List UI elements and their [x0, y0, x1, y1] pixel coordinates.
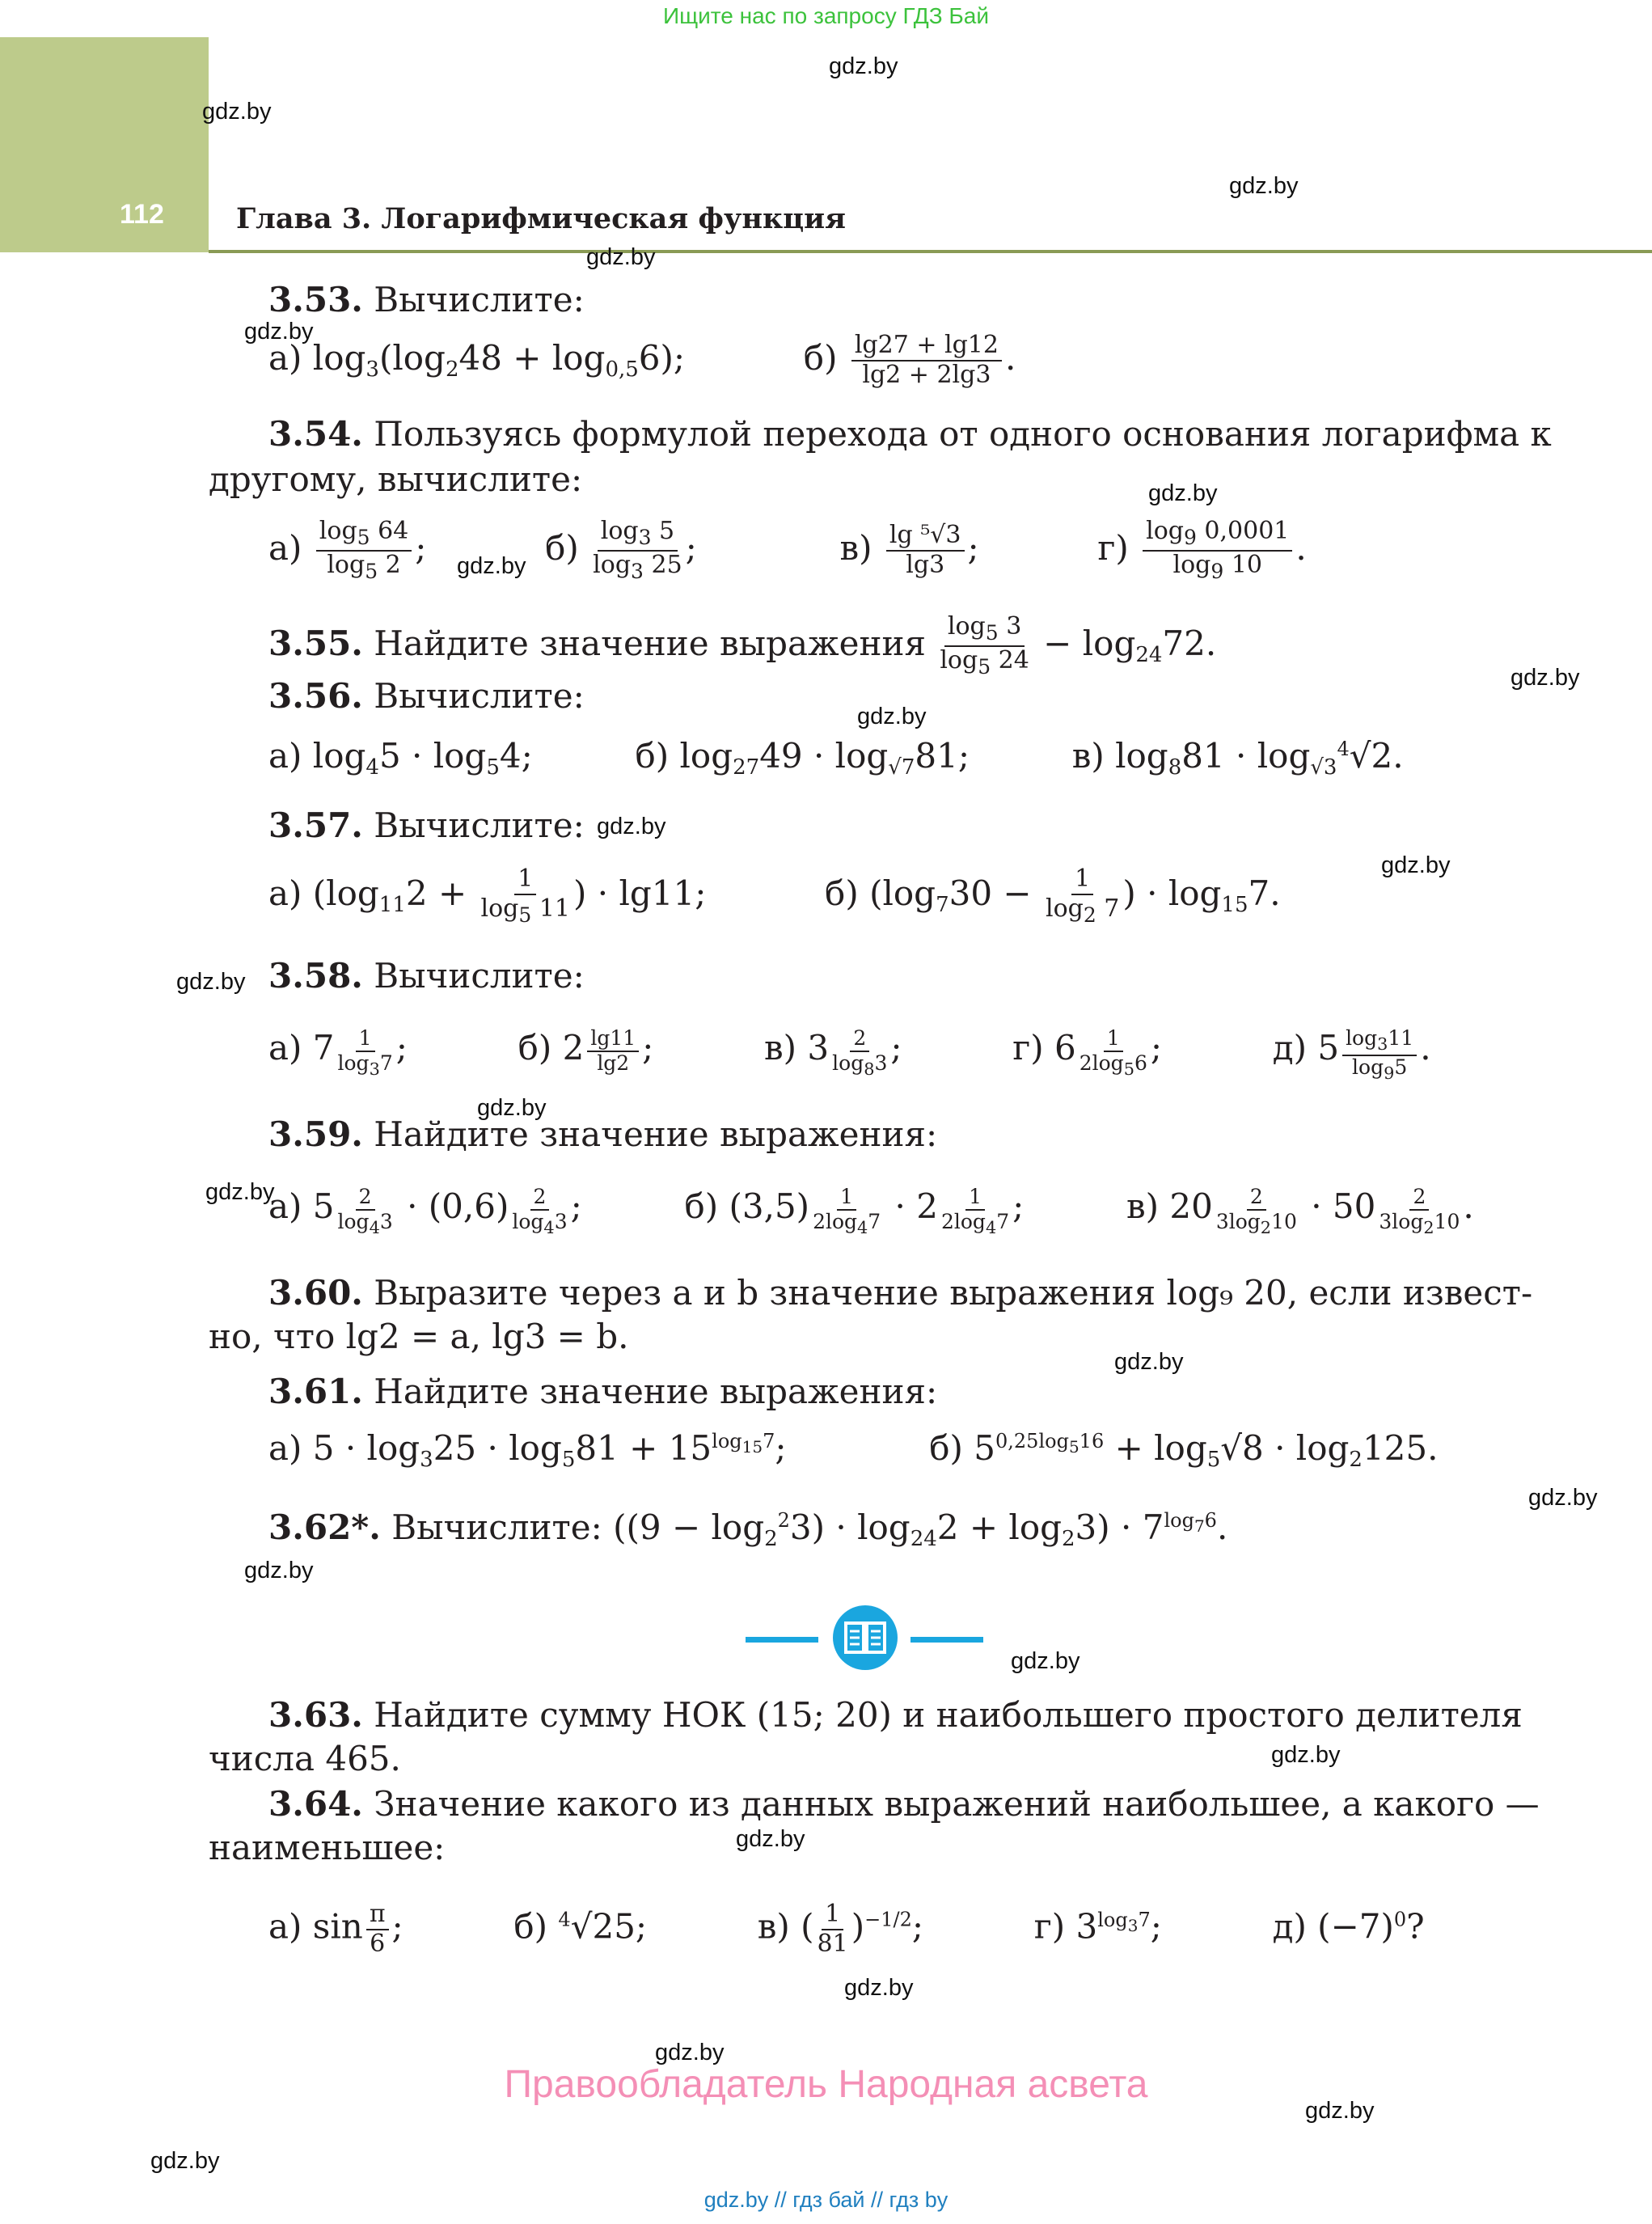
problem-text: Найдите сумму НОК (15; 20) и наибольшего простого делителя: [374, 1695, 1523, 1735]
problem-3-53: [268, 280, 585, 320]
problem-3-60: [268, 1273, 1532, 1313]
problem-text-cont: числа 465.: [209, 1739, 401, 1778]
watermark: gdz.by: [1528, 1485, 1598, 1511]
header-rule: [209, 250, 1652, 253]
copyright-notice: Правообладатель Народная асвета: [504, 2063, 1148, 2106]
problem-number: 3.63.: [268, 1695, 363, 1735]
watermark: gdz.by: [1510, 665, 1580, 691]
problem-text: Найдите значение выражения:: [374, 1114, 938, 1154]
problem-text-cont: но, что lg2 = a, lg3 = b.: [209, 1317, 629, 1356]
formula-3-61: а) $5 \cdot \log_325 \cdot \log_581 + 15^{log_{15}7}$; б) $5^{0,25log_516} + \log_5√8 \cdot \log_2125$.: [268, 1428, 1439, 1472]
problem-text: Вычислите:: [374, 280, 585, 319]
problem-3-54: [268, 414, 1552, 455]
watermark: gdz.by: [1271, 1742, 1341, 1768]
problem-3-62: 3.62*. Вычислите: $((9 - \log_2^23) \cdot \log_{24}2 + \log_23) \cdot 7^{log_76}$.: [268, 1507, 1228, 1551]
problem-number: 3.57.: [268, 805, 363, 845]
problem-number: 3.62*.: [268, 1507, 381, 1547]
formula-3-54: а) $\frac{\log_5 64}{\log_5 2}$ ; б) $\frac{\log_3 5}{\log_3 25}$ ; в) $\frac{\text{lg ⁵√3}}{\lg 3}$ ; г) $\frac{\log_9 0,0001}{\log_9 10}$ .: [268, 517, 1307, 583]
watermark: gdz.by: [202, 99, 272, 125]
problem-text: Выразите через a и b значение выражения log₉ 20, если извест-: [374, 1273, 1533, 1313]
formula-3-53: [268, 332, 1016, 389]
problem-number: 3.53.: [268, 280, 363, 319]
problem-number: 3.64.: [268, 1784, 363, 1824]
watermark: gdz.by: [1148, 480, 1218, 506]
watermark: gdz.by: [176, 969, 246, 995]
watermark: gdz.by: [244, 1558, 314, 1583]
problem-text-cont: другому, вычислите:: [209, 459, 583, 499]
watermark: gdz.by: [586, 244, 656, 270]
problem-number: 3.54.: [268, 414, 363, 454]
page-tab: [0, 37, 209, 252]
formula-a: а) $\log_3(\log_248 + \log_{0,5}6)$;: [268, 337, 686, 382]
watermark: gdz.by: [1305, 2098, 1375, 2124]
problem-number: 3.56.: [268, 676, 363, 716]
watermark: gdz.by: [477, 1095, 547, 1121]
divider-line-left: [746, 1637, 818, 1643]
problem-text: Пользуясь формулой перехода от одного основания логарифма к: [374, 414, 1552, 454]
problem-number: 3.59.: [268, 1114, 363, 1154]
book-icon: [833, 1605, 898, 1670]
problem-3-56: [268, 676, 585, 717]
problem-text: Найдите значение выражения: [374, 623, 926, 663]
watermark: gdz.by: [1229, 173, 1299, 199]
formula-3-57: а) ($\log_{11}2$ + $\frac{1}{\log_5 11}$ ) · lg11; б) ($\log_730$ − $\frac{1}{\log_2 7}$ ) · $\log_{15}7$.: [268, 865, 1281, 927]
problem-3-64: [268, 1784, 1540, 1824]
footer-links[interactable]: gdz.by // гдз бай // гдз by: [703, 2188, 949, 2212]
watermark: gdz.by: [655, 2040, 725, 2065]
problem-number: 3.60.: [268, 1273, 363, 1313]
formula-b: б) $\frac{\lg 27 + \lg 12}{\lg 2 + 2\lg 3}$ .: [803, 331, 1016, 389]
formula-3-56: а) $\log_45 \cdot \log_54$; б) $\log_{27}49 \cdot \log_{√7}81$; в) $\log_881 \cdot \log_{√3}^4√2$.: [268, 736, 1404, 780]
watermark: gdz.by: [205, 1179, 275, 1205]
problem-text-cont: наименьшее:: [209, 1828, 446, 1867]
page-number: 112: [120, 199, 164, 230]
problem-number: 3.61.: [268, 1372, 363, 1411]
top-banner[interactable]: Ищите нас по запросу ГДЗ Бай: [662, 3, 990, 28]
formula-3-58: а) 7 $\frac{1}{\log_37}$ ; б) 2 $\frac{\lg 11}{\lg 2}$ ; в) 3 $\frac{2}{\log_83}$ ; г) 6 $\frac{1}{2\log_56}$ ; д) 5 $\frac{\log_311}{\log_95}$ .: [268, 1026, 1431, 1083]
formula-3-64: а) sin $\frac{\pi}{6}$ ; б) $^4$√25; в) ( $\frac{1}{81}$ )$^{-1/2}$; г) $3^{log_37}$; д) $(-7)^0$?: [268, 1900, 1425, 1958]
problem-text: Вычислите:: [374, 805, 585, 845]
problem-number: 3.58.: [268, 956, 363, 996]
problem-3-58: [268, 956, 585, 996]
watermark: gdz.by: [597, 814, 666, 839]
watermark: gdz.by: [150, 2148, 220, 2174]
problem-3-61: [268, 1372, 937, 1412]
problem-text: Значение какого из данных выражений наибольшее, а какого —: [374, 1784, 1540, 1824]
problem-text: Вычислите:: [374, 956, 585, 996]
problem-3-63: [268, 1695, 1523, 1736]
watermark: gdz.by: [829, 53, 898, 79]
problem-text: Вычислите:: [374, 676, 585, 716]
problem-3-55: 3.55. Найдите значение выражения $\frac{\log_5 3}{\log_5 24}$ − $\log_{24}72$.: [268, 612, 1217, 679]
watermark: gdz.by: [844, 1975, 914, 2001]
chapter-title: Глава 3. Логарифмическая функция: [236, 202, 846, 235]
problem-3-57: [268, 805, 585, 846]
problem-number: 3.55.: [268, 623, 363, 663]
problem-text: Вычислите:: [391, 1507, 602, 1547]
watermark: gdz.by: [1114, 1349, 1184, 1375]
watermark: gdz.by: [1381, 852, 1451, 878]
watermark: gdz.by: [857, 704, 927, 729]
watermark: gdz.by: [1011, 1648, 1080, 1674]
problem-text: Найдите значение выражения:: [374, 1372, 938, 1411]
divider-line-right: [911, 1637, 983, 1643]
watermark: gdz.by: [736, 1826, 805, 1852]
watermark: gdz.by: [457, 553, 526, 579]
formula-3-59: а) 5 $\frac{2}{\log_43}$ · (0,6) $\frac{2}{\log_43}$ ; б) (3,5) $\frac{1}{2\log_47}$ · 2 $\frac{1}{2\log_47}$ ; в) 20 $\frac{2}{3\log_210}$ · 50 $\frac{2}{3\log_210}$ .: [268, 1185, 1474, 1237]
watermark: gdz.by: [244, 319, 314, 345]
problem-3-59: [268, 1114, 937, 1155]
fraction: $\frac{\log_5 3}{\log_5 24}$: [940, 612, 1029, 679]
